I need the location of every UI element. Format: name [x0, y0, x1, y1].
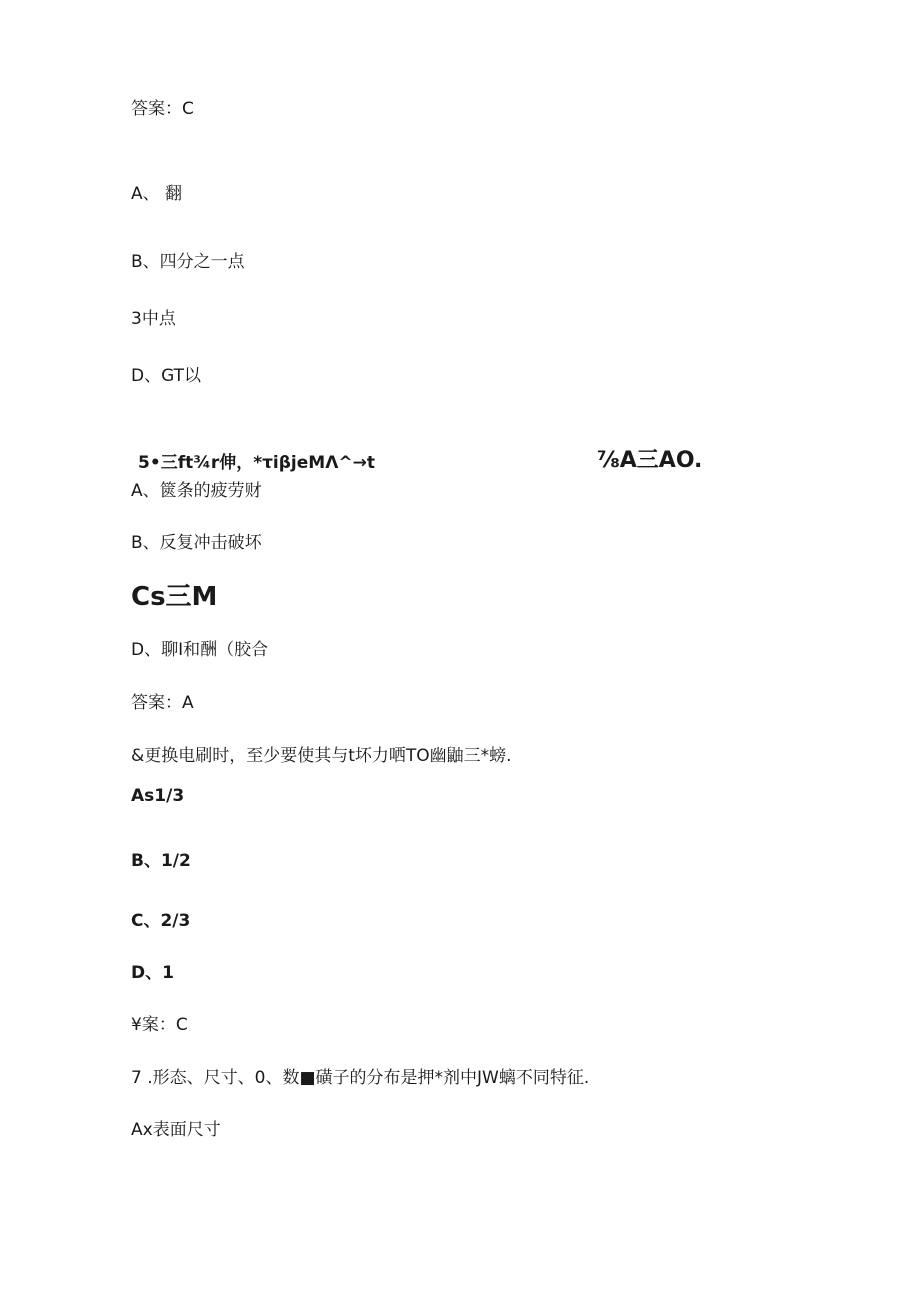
- answer-line-3: ¥案：C: [131, 1015, 188, 1035]
- answer-line-1: 答案：C: [131, 99, 194, 119]
- option-d-line-1: D、GT以: [131, 366, 202, 386]
- option-a-line-4: Ax表面尺寸: [131, 1120, 221, 1140]
- option-c-line-2: Cs三M: [131, 582, 218, 612]
- question-5-fragment: ⅞A三AO.: [597, 448, 703, 473]
- question-6-text: &更换电刷时，至少要使其与t坏力哂TO幽鼬三*螃.: [131, 746, 512, 766]
- option-a-line-2: A、篋条的疲劳财: [131, 481, 262, 501]
- option-b-line-1: B、四分之一点: [131, 252, 245, 272]
- option-a-line-3: As1/3: [131, 786, 185, 806]
- option-b-line-2: B、反复冲击破坏: [131, 533, 262, 553]
- option-d-line-3: D、1: [131, 963, 174, 983]
- question-5-text: 5•三ft¾r伸，*τiβjeMΛ^→t: [138, 453, 375, 473]
- option-b-line-3: B、1/2: [131, 851, 191, 871]
- option-c-line-1: 3中点: [131, 309, 176, 329]
- answer-line-2: 答案：A: [131, 693, 194, 713]
- option-a-line-1: A、 翻: [131, 184, 183, 204]
- option-d-line-2: D、聊I和酬（胶合: [131, 640, 269, 660]
- option-c-line-3: C、2/3: [131, 911, 191, 931]
- question-7-text: 7 .形态、尺寸、0、数■磺子的分布是押*剂中JW螭不同特征.: [131, 1068, 590, 1088]
